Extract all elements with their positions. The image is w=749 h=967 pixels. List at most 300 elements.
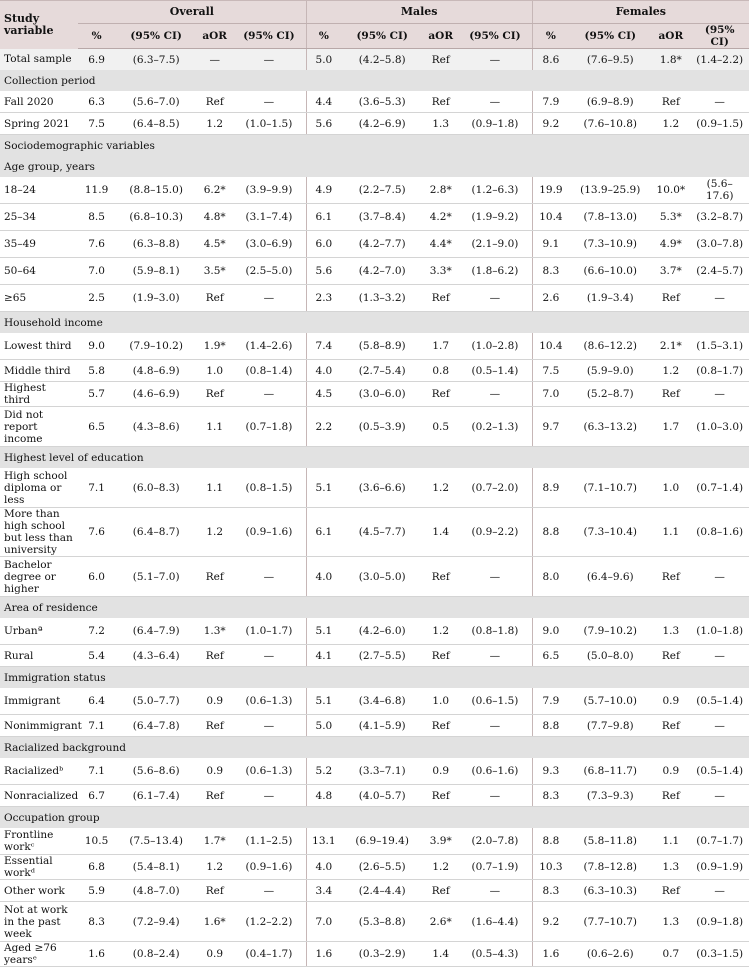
females-pct-cell: 1.6 (532, 942, 569, 967)
females-aor-ci-cell: (1.4–2.2) (690, 49, 749, 71)
overall-ci-cell: (4.6–6.9) (115, 382, 197, 407)
females-ci-cell: (7.6–10.8) (569, 113, 651, 135)
males-aor-cell: 1.2 (423, 855, 458, 880)
females-pct-cell: 8.6 (532, 49, 569, 71)
overall-ci-cell: (5.9–8.1) (115, 258, 197, 285)
overall-pct-cell: 6.0 (78, 557, 115, 597)
females-ci-cell: (7.3–9.3) (569, 785, 651, 807)
overall-ci-cell: (4.3–8.6) (115, 407, 197, 447)
overall-aor-ci-cell: — (232, 557, 306, 597)
females-ci-cell: (6.3–10.3) (569, 880, 651, 902)
males-ci-cell: (4.2–7.0) (341, 258, 423, 285)
males-pct-cell: 3.4 (306, 880, 341, 902)
row-label: Bachelor degree or higher (0, 557, 78, 597)
section-row (0, 667, 749, 689)
overall-aor-cell: Ref (197, 382, 232, 407)
row-label: Racializedᵇ (0, 758, 78, 785)
females-aor-ci-cell: — (690, 645, 749, 667)
males-ci-cell: (4.2–5.8) (341, 49, 423, 71)
overall-pct-header: % (78, 24, 115, 49)
females-ci-cell: (7.7–9.8) (569, 715, 651, 737)
row-label: Middle third (0, 360, 78, 382)
row-label: Did not report income (0, 407, 78, 447)
females-pct-cell: 10.3 (532, 855, 569, 880)
males-ci-cell: (3.4–6.8) (341, 688, 423, 715)
males-ci-cell: (4.2–6.9) (341, 113, 423, 135)
overall-aor-cell: 1.3* (197, 618, 232, 645)
table-row (0, 688, 749, 715)
section-label: Area of residence (0, 597, 749, 619)
males-ci-cell: (3.0–6.0) (341, 382, 423, 407)
females-aor-cell: 1.2 (651, 360, 690, 382)
males-pct-cell: 7.0 (306, 902, 341, 942)
males-aor-ci-cell: (2.0–7.8) (458, 828, 532, 855)
overall-pct-cell: 10.5 (78, 828, 115, 855)
males-aor-cell: 1.7 (423, 333, 458, 360)
overall-aor-ci-cell: (0.4–1.7) (232, 942, 306, 967)
females-aor-ci-cell: — (690, 285, 749, 312)
males-ci-cell: (5.8–8.9) (341, 333, 423, 360)
males-ci-cell: (2.7–5.4) (341, 360, 423, 382)
overall-aor-cell: 1.1 (197, 407, 232, 447)
overall-pct-cell: 7.1 (78, 715, 115, 737)
overall-aor-ci-cell: (2.5–5.0) (232, 258, 306, 285)
females-pct-cell: 8.0 (532, 557, 569, 597)
males-aor-ci-cell: (0.9–2.2) (458, 508, 532, 557)
females-ci-cell: (7.8–12.8) (569, 855, 651, 880)
males-ci-cell: (3.3–7.1) (341, 758, 423, 785)
overall-aor-ci-cell: — (232, 91, 306, 113)
overall-ci-cell: (4.8–6.9) (115, 360, 197, 382)
females-aor-ci-cell: (0.8–1.7) (690, 360, 749, 382)
overall-header: Overall (78, 1, 306, 24)
study-variable-header: Study variable (0, 1, 78, 49)
males-pct-cell: 13.1 (306, 828, 341, 855)
row-label: Immigrant (0, 688, 78, 715)
males-aor-cell: Ref (423, 880, 458, 902)
overall-aor-ci-header: (95% CI) (232, 24, 306, 49)
table-row (0, 942, 749, 967)
females-aor-cell: 10.0* (651, 177, 690, 204)
females-aor-cell: Ref (651, 715, 690, 737)
females-pct-cell: 8.3 (532, 785, 569, 807)
males-aor-cell: 4.4* (423, 231, 458, 258)
overall-ci-cell: (7.9–10.2) (115, 333, 197, 360)
males-aor-cell: Ref (423, 785, 458, 807)
females-aor-cell: 2.1* (651, 333, 690, 360)
males-pct-cell: 1.6 (306, 942, 341, 967)
overall-ci-cell: (6.0–8.3) (115, 468, 197, 508)
overall-ci-cell: (6.8–10.3) (115, 204, 197, 231)
females-pct-cell: 7.9 (532, 91, 569, 113)
overall-aor-ci-cell: (0.9–1.6) (232, 855, 306, 880)
overall-pct-cell: 6.8 (78, 855, 115, 880)
overall-pct-cell: 8.3 (78, 902, 115, 942)
males-ci-cell: (0.3–2.9) (341, 942, 423, 967)
females-ci-cell: (7.3–10.4) (569, 508, 651, 557)
males-ci-cell: (0.5–3.9) (341, 407, 423, 447)
row-label: Rural (0, 645, 78, 667)
overall-aor-ci-cell: — (232, 715, 306, 737)
overall-pct-cell: 7.6 (78, 508, 115, 557)
males-aor-cell: 1.2 (423, 618, 458, 645)
overall-aor-cell: 4.8* (197, 204, 232, 231)
overall-pct-cell: 6.5 (78, 407, 115, 447)
overall-aor-ci-cell: (3.1–7.4) (232, 204, 306, 231)
females-aor-cell: 1.8* (651, 49, 690, 71)
section-label: Occupation group (0, 807, 749, 829)
females-pct-cell: 6.5 (532, 645, 569, 667)
females-aor-cell: 0.9 (651, 688, 690, 715)
females-pct-cell: 8.8 (532, 715, 569, 737)
males-pct-cell: 5.1 (306, 618, 341, 645)
overall-aor-cell: 1.2 (197, 508, 232, 557)
females-aor-ci-cell: (0.7–1.7) (690, 828, 749, 855)
males-pct-cell: 7.4 (306, 333, 341, 360)
males-aor-cell: Ref (423, 285, 458, 312)
row-label: 25–34 (0, 204, 78, 231)
males-aor-ci-cell: — (458, 785, 532, 807)
males-aor-ci-cell: — (458, 645, 532, 667)
females-aor-header: aOR (651, 24, 690, 49)
overall-ci-cell: (1.9–3.0) (115, 285, 197, 312)
males-aor-cell: 1.3 (423, 113, 458, 135)
row-label: Urbanª (0, 618, 78, 645)
overall-aor-ci-cell: — (232, 785, 306, 807)
females-pct-cell: 9.0 (532, 618, 569, 645)
males-header: Males (306, 1, 532, 24)
males-aor-ci-cell: (0.2–1.3) (458, 407, 532, 447)
table-row (0, 645, 749, 667)
males-aor-ci-header: (95% CI) (458, 24, 532, 49)
overall-aor-cell: Ref (197, 557, 232, 597)
overall-aor-ci-cell: (0.8–1.4) (232, 360, 306, 382)
section-label: Collection period (0, 70, 749, 91)
females-aor-cell: Ref (651, 785, 690, 807)
males-aor-ci-cell: (1.6–4.4) (458, 902, 532, 942)
males-ci-cell: (4.0–5.7) (341, 785, 423, 807)
overall-pct-cell: 1.6 (78, 942, 115, 967)
table-row (0, 360, 749, 382)
males-aor-cell: 0.5 (423, 407, 458, 447)
overall-aor-cell: 1.2 (197, 113, 232, 135)
table-row (0, 204, 749, 231)
females-pct-cell: 2.6 (532, 285, 569, 312)
males-ci-cell: (2.6–5.5) (341, 855, 423, 880)
row-label: 35–49 (0, 231, 78, 258)
females-ci-cell: (6.3–13.2) (569, 407, 651, 447)
table-row (0, 231, 749, 258)
overall-aor-cell: Ref (197, 285, 232, 312)
table-row (0, 880, 749, 902)
overall-aor-ci-cell: — (232, 49, 306, 71)
overall-ci-cell: (6.4–7.9) (115, 618, 197, 645)
males-aor-cell: 2.8* (423, 177, 458, 204)
overall-aor-ci-cell: (0.6–1.3) (232, 688, 306, 715)
overall-aor-cell: 1.6* (197, 902, 232, 942)
males-aor-ci-cell: (1.0–2.8) (458, 333, 532, 360)
overall-ci-cell: (6.1–7.4) (115, 785, 197, 807)
males-aor-cell: Ref (423, 557, 458, 597)
males-aor-ci-cell: — (458, 557, 532, 597)
overall-aor-cell: 4.5* (197, 231, 232, 258)
section-row (0, 807, 749, 829)
females-ci-cell: (5.2–8.7) (569, 382, 651, 407)
females-aor-cell: Ref (651, 645, 690, 667)
females-pct-cell: 10.4 (532, 333, 569, 360)
table-row (0, 508, 749, 557)
males-pct-cell: 5.0 (306, 715, 341, 737)
females-aor-cell: 0.7 (651, 942, 690, 967)
overall-pct-cell: 7.2 (78, 618, 115, 645)
row-label: Aged ≥76 yearsᵉ (0, 942, 78, 967)
females-aor-ci-cell: — (690, 91, 749, 113)
males-aor-cell: Ref (423, 382, 458, 407)
females-aor-ci-cell: (0.9–1.9) (690, 855, 749, 880)
overall-ci-cell: (6.3–7.5) (115, 49, 197, 71)
females-pct-cell: 7.5 (532, 360, 569, 382)
females-ci-cell: (7.7–10.7) (569, 902, 651, 942)
males-ci-header: (95% CI) (341, 24, 423, 49)
overall-pct-cell: 6.7 (78, 785, 115, 807)
females-ci-cell: (5.0–8.0) (569, 645, 651, 667)
females-aor-ci-cell: (5.6–17.6) (690, 177, 749, 204)
females-aor-cell: 1.1 (651, 508, 690, 557)
males-aor-ci-cell: — (458, 880, 532, 902)
males-pct-cell: 4.1 (306, 645, 341, 667)
females-aor-ci-cell: (1.0–1.8) (690, 618, 749, 645)
males-ci-cell: (4.5–7.7) (341, 508, 423, 557)
males-pct-cell: 4.0 (306, 360, 341, 382)
section-row (0, 135, 749, 157)
overall-pct-cell: 8.5 (78, 204, 115, 231)
females-ci-cell: (8.6–12.2) (569, 333, 651, 360)
males-ci-cell: (2.4–4.4) (341, 880, 423, 902)
row-label: Other work (0, 880, 78, 902)
females-pct-cell: 19.9 (532, 177, 569, 204)
table-row (0, 828, 749, 855)
row-label: 18–24 (0, 177, 78, 204)
section-row (0, 156, 749, 177)
males-pct-cell: 5.6 (306, 113, 341, 135)
table-row (0, 557, 749, 597)
males-pct-cell: 5.1 (306, 468, 341, 508)
section-label: Age group, years (0, 156, 749, 177)
males-pct-cell: 4.4 (306, 91, 341, 113)
females-pct-cell: 7.0 (532, 382, 569, 407)
females-pct-header: % (532, 24, 569, 49)
females-ci-cell: (6.4–9.6) (569, 557, 651, 597)
overall-aor-cell: Ref (197, 91, 232, 113)
females-pct-cell: 8.9 (532, 468, 569, 508)
overall-aor-cell: Ref (197, 880, 232, 902)
males-pct-cell: 2.3 (306, 285, 341, 312)
males-aor-cell: Ref (423, 645, 458, 667)
males-aor-cell: Ref (423, 715, 458, 737)
females-pct-cell: 9.7 (532, 407, 569, 447)
males-ci-cell: (3.0–5.0) (341, 557, 423, 597)
overall-aor-ci-cell: (0.6–1.3) (232, 758, 306, 785)
overall-ci-cell: (7.5–13.4) (115, 828, 197, 855)
overall-aor-cell: 1.9* (197, 333, 232, 360)
section-label: Immigration status (0, 667, 749, 689)
males-aor-ci-cell: — (458, 382, 532, 407)
males-ci-cell: (1.3–3.2) (341, 285, 423, 312)
males-ci-cell: (3.7–8.4) (341, 204, 423, 231)
females-aor-ci-cell: — (690, 880, 749, 902)
males-aor-header: aOR (423, 24, 458, 49)
section-row (0, 70, 749, 91)
overall-ci-header: (95% CI) (115, 24, 197, 49)
males-ci-cell: (3.6–5.3) (341, 91, 423, 113)
females-pct-cell: 8.3 (532, 258, 569, 285)
overall-aor-cell: 3.5* (197, 258, 232, 285)
overall-ci-cell: (6.4–8.5) (115, 113, 197, 135)
total-row (0, 49, 749, 71)
overall-aor-cell: 1.0 (197, 360, 232, 382)
overall-ci-cell: (4.8–7.0) (115, 880, 197, 902)
females-aor-cell: Ref (651, 382, 690, 407)
females-pct-cell: 9.1 (532, 231, 569, 258)
males-aor-ci-cell: (0.8–1.8) (458, 618, 532, 645)
table-row (0, 285, 749, 312)
table-row (0, 468, 749, 508)
overall-pct-cell: 11.9 (78, 177, 115, 204)
males-aor-ci-cell: (1.8–6.2) (458, 258, 532, 285)
females-ci-cell: (7.1–10.7) (569, 468, 651, 508)
row-label: High school diploma or less (0, 468, 78, 508)
males-ci-cell: (5.3–8.8) (341, 902, 423, 942)
males-aor-cell: 1.4 (423, 508, 458, 557)
section-row (0, 447, 749, 469)
males-aor-ci-cell: (0.6–1.6) (458, 758, 532, 785)
overall-aor-cell: 1.2 (197, 855, 232, 880)
overall-pct-cell: 5.9 (78, 880, 115, 902)
males-aor-ci-cell: (1.2–6.3) (458, 177, 532, 204)
table-row (0, 855, 749, 880)
females-ci-cell: (6.9–8.9) (569, 91, 651, 113)
males-aor-cell: 2.6* (423, 902, 458, 942)
females-aor-cell: 1.3 (651, 618, 690, 645)
females-aor-cell: 1.3 (651, 902, 690, 942)
overall-ci-cell: (4.3–6.4) (115, 645, 197, 667)
table-row (0, 715, 749, 737)
females-aor-ci-cell: — (690, 715, 749, 737)
overall-aor-ci-cell: (1.2–2.2) (232, 902, 306, 942)
females-aor-ci-cell: (0.7–1.4) (690, 468, 749, 508)
table-row (0, 902, 749, 942)
females-aor-ci-cell: (3.0–7.8) (690, 231, 749, 258)
table-row (0, 758, 749, 785)
overall-aor-cell: 1.1 (197, 468, 232, 508)
overall-aor-cell: Ref (197, 785, 232, 807)
females-ci-cell: (7.9–10.2) (569, 618, 651, 645)
males-ci-cell: (6.9–19.4) (341, 828, 423, 855)
females-aor-ci-cell: (0.8–1.6) (690, 508, 749, 557)
females-pct-cell: 9.2 (532, 902, 569, 942)
row-label: Nonimmigrant (0, 715, 78, 737)
section-label: Household income (0, 312, 749, 334)
males-ci-cell: (4.2–6.0) (341, 618, 423, 645)
females-aor-cell: Ref (651, 285, 690, 312)
table-row (0, 382, 749, 407)
males-ci-cell: (2.2–7.5) (341, 177, 423, 204)
overall-ci-cell: (5.4–8.1) (115, 855, 197, 880)
females-aor-cell: 5.3* (651, 204, 690, 231)
females-aor-ci-cell: (0.9–1.8) (690, 902, 749, 942)
females-aor-ci-header: (95% CI) (690, 24, 749, 49)
row-label: Highest third (0, 382, 78, 407)
overall-pct-cell: 7.1 (78, 468, 115, 508)
overall-aor-ci-cell: (3.0–6.9) (232, 231, 306, 258)
females-aor-cell: 1.3 (651, 855, 690, 880)
row-label: Essential workᵈ (0, 855, 78, 880)
section-label: Highest level of education (0, 447, 749, 469)
overall-aor-cell: Ref (197, 715, 232, 737)
overall-ci-cell: (0.8–2.4) (115, 942, 197, 967)
males-pct-cell: 5.6 (306, 258, 341, 285)
males-ci-cell: (3.6–6.6) (341, 468, 423, 508)
males-ci-cell: (4.1–5.9) (341, 715, 423, 737)
overall-ci-cell: (6.4–7.8) (115, 715, 197, 737)
males-ci-cell: (4.2–7.7) (341, 231, 423, 258)
overall-pct-cell: 5.4 (78, 645, 115, 667)
females-aor-cell: 1.2 (651, 113, 690, 135)
males-pct-cell: 2.2 (306, 407, 341, 447)
females-ci-cell: (0.6–2.6) (569, 942, 651, 967)
overall-ci-cell: (5.6–7.0) (115, 91, 197, 113)
females-aor-cell: 3.7* (651, 258, 690, 285)
males-ci-cell: (2.7–5.5) (341, 645, 423, 667)
males-aor-cell: 3.9* (423, 828, 458, 855)
overall-aor-cell: 6.2* (197, 177, 232, 204)
overall-pct-cell: 2.5 (78, 285, 115, 312)
females-aor-ci-cell: (1.0–3.0) (690, 407, 749, 447)
females-aor-cell: Ref (651, 91, 690, 113)
females-aor-ci-cell: — (690, 382, 749, 407)
table-row (0, 333, 749, 360)
overall-aor-cell: 1.7* (197, 828, 232, 855)
males-aor-cell: 1.0 (423, 688, 458, 715)
females-aor-ci-cell: (0.9–1.5) (690, 113, 749, 135)
row-label: Not at work in the past week (0, 902, 78, 942)
males-aor-ci-cell: (0.6–1.5) (458, 688, 532, 715)
males-aor-cell: 0.8 (423, 360, 458, 382)
males-aor-ci-cell: — (458, 285, 532, 312)
overall-ci-cell: (5.6–8.6) (115, 758, 197, 785)
overall-ci-cell: (8.8–15.0) (115, 177, 197, 204)
females-ci-cell: (7.3–10.9) (569, 231, 651, 258)
table-row (0, 91, 749, 113)
overall-pct-cell: 6.9 (78, 49, 115, 71)
row-label: Lowest third (0, 333, 78, 360)
row-label: Nonracialized (0, 785, 78, 807)
overall-pct-cell: 5.8 (78, 360, 115, 382)
overall-aor-header: aOR (197, 24, 232, 49)
males-aor-cell: Ref (423, 91, 458, 113)
overall-ci-cell: (5.1–7.0) (115, 557, 197, 597)
males-aor-cell: 1.4 (423, 942, 458, 967)
row-label: More than high school but less than university (0, 508, 78, 557)
table-body (0, 49, 749, 967)
overall-aor-ci-cell: — (232, 382, 306, 407)
overall-aor-ci-cell: — (232, 285, 306, 312)
table-row (0, 177, 749, 204)
overall-aor-cell: 0.9 (197, 758, 232, 785)
females-aor-ci-cell: (0.5–1.4) (690, 688, 749, 715)
row-label: 50–64 (0, 258, 78, 285)
table-row (0, 618, 749, 645)
